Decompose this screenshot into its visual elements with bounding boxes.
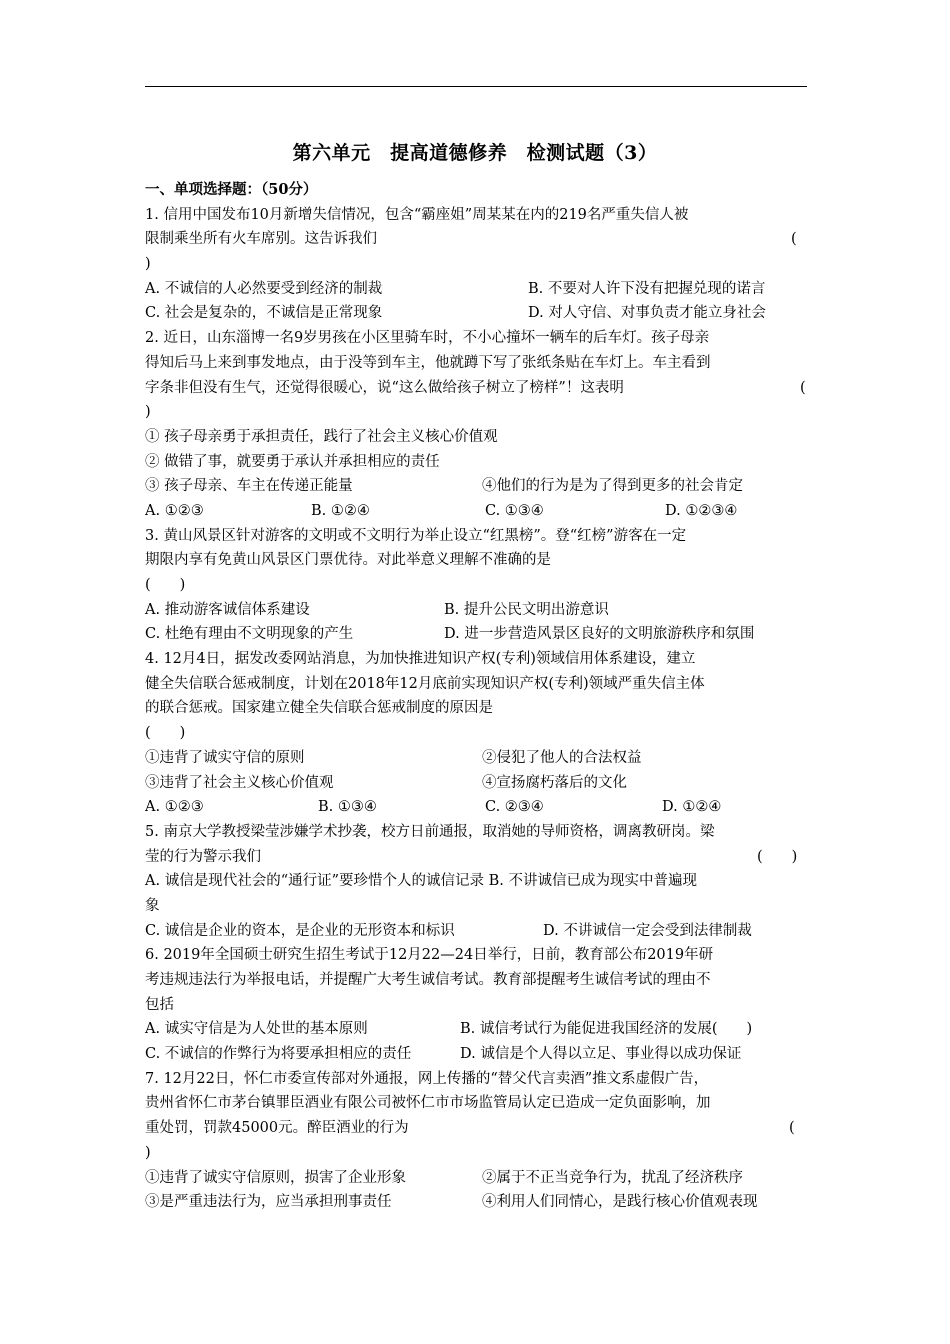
option-a: A. ①②③ bbox=[145, 502, 204, 519]
answer-paren-close: ) bbox=[145, 256, 151, 273]
options-row-cd bbox=[145, 301, 807, 326]
option-c: C. 不诚信的作弊行为将要承担相应的责任 bbox=[145, 1046, 412, 1063]
question-7-line-3 bbox=[145, 1116, 807, 1141]
question-1 bbox=[145, 203, 807, 326]
option-b: B. 提升公民文明出游意识 bbox=[444, 601, 609, 618]
options-row-cd bbox=[145, 1042, 807, 1067]
statement-2: ②侵犯了他人的合法权益 bbox=[482, 749, 642, 766]
question-7 bbox=[145, 1067, 807, 1215]
option-d: D. 不讲诚信一定会受到法律制裁 bbox=[543, 922, 752, 939]
question-2-line-1: 2. 近日，山东淄博一名9岁男孩在小区里骑车时，不小心撞坏一辆车的后车灯。孩子母亲 bbox=[145, 330, 710, 347]
option-a: A. ①②③ bbox=[145, 799, 204, 816]
answer-paren-open: ( bbox=[791, 231, 797, 248]
option-c: C. 杜绝有理由不文明现象的产生 bbox=[145, 626, 354, 643]
statements-row-34 bbox=[145, 1190, 807, 1215]
statement-1: ①违背了诚实守信原则，损害了企业形象 bbox=[145, 1169, 406, 1186]
statement-4: ④宣扬腐朽落后的文化 bbox=[482, 774, 627, 791]
options-ab-line-1: A. 诚信是现代社会的“通行证”要珍惜个人的诚信记录 B. 不讲诚信已成为现实中普遍现 bbox=[145, 873, 697, 890]
exam-content bbox=[145, 178, 807, 1215]
question-7-line-2: 贵州省怀仁市茅台镇罪臣酒业有限公司被怀仁市市场监管局认定已造成一定负面影响，加 bbox=[145, 1095, 711, 1112]
question-4 bbox=[145, 647, 807, 820]
options-row-cd bbox=[145, 919, 807, 944]
option-d: D. 诚信是个人得以立足、事业得以成功保证 bbox=[460, 1046, 742, 1063]
option-c: C. 社会是复杂的，不诚信是正常现象 bbox=[145, 305, 383, 322]
answer-paren: ( ) bbox=[145, 577, 186, 593]
question-6-line-1: 6. 2019年全国硕士研究生招生考试于12月22—24日举行，日前，教育部公布2019年研 bbox=[145, 947, 714, 964]
page-title: 第六单元 提高道德修养 检测试题（3） bbox=[292, 142, 658, 164]
question-4-line-3: 的联合惩戒。国家建立健全失信联合惩戒制度的原因是 bbox=[145, 700, 493, 717]
options-row bbox=[145, 795, 807, 820]
option-d: D. ①②④ bbox=[662, 799, 722, 816]
question-3 bbox=[145, 524, 807, 647]
options-row-ab bbox=[145, 598, 807, 623]
statements-row-12 bbox=[145, 746, 807, 771]
statement-1: ①违背了诚实守信的原则 bbox=[145, 749, 305, 766]
option-a: A. 不诚信的人必然要受到经济的制裁 bbox=[145, 280, 383, 297]
answer-paren: ( ) bbox=[757, 848, 798, 865]
options-row-ab bbox=[145, 277, 807, 302]
statements-row-12 bbox=[145, 1166, 807, 1191]
statements-row-34 bbox=[145, 771, 807, 796]
option-d: D. 进一步营造风景区良好的文明旅游秩序和氛围 bbox=[444, 626, 755, 643]
option-c: C. ②③④ bbox=[485, 799, 544, 816]
question-2 bbox=[145, 326, 807, 524]
options-row-cd bbox=[145, 622, 807, 647]
section-heading: 一、单项选择题：（50分） bbox=[145, 181, 318, 198]
answer-paren-close: ) bbox=[145, 404, 151, 421]
options-row bbox=[145, 499, 807, 524]
question-1-line-1: 1. 信用中国发布10月新增失信情况，包含“霸座姐”周某某在内的219名严重失信人被 bbox=[145, 206, 689, 223]
question-2-line-2: 得知后马上来到事发地点，由于没等到车主，他就蹲下写了张纸条贴在车灯上。车主看到 bbox=[145, 354, 711, 371]
statement-3: ③是严重违法行为，应当承担刑事责任 bbox=[145, 1194, 392, 1211]
question-3-line-1: 3. 黄山风景区针对游客的文明或不文明行为举止设立“红黑榜”。登“红榜”游客在一定 bbox=[145, 527, 687, 544]
question-6-line-3: 包括 bbox=[145, 996, 174, 1013]
question-6 bbox=[145, 943, 807, 1066]
option-b: B. ①③④ bbox=[318, 799, 377, 816]
question-1-stem-end: 限制乘坐所有火车席别。这告诉我们 bbox=[145, 231, 377, 248]
option-b: B. ①②④ bbox=[311, 502, 370, 519]
question-5-stem-end: 莹的行为警示我们 bbox=[145, 848, 261, 865]
statement-1: ① 孩子母亲勇于承担责任，践行了社会主义核心价值观 bbox=[145, 428, 498, 445]
option-b: B. 诚信考试行为能促进我国经济的发展( ) bbox=[460, 1021, 753, 1038]
statement-4: ④他们的行为是为了得到更多的社会肯定 bbox=[482, 478, 743, 495]
option-d: D. ①②③④ bbox=[665, 502, 738, 519]
question-3-line-2: 期限内享有免黄山风景区门票优待。对此举意义理解不准确的是 bbox=[145, 552, 551, 569]
statement-4: ④利用人们同情心，是践行核心价值观表现 bbox=[482, 1194, 758, 1211]
question-2-stem-end: 字条非但没有生气，还觉得很暖心，说“这么做给孩子树立了榜样”！这表明 bbox=[145, 379, 624, 396]
question-5 bbox=[145, 820, 807, 943]
answer-paren-close: ) bbox=[145, 1144, 151, 1161]
statement-2: ② 做错了事，就要勇于承认并承担相应的责任 bbox=[145, 453, 440, 470]
question-4-line-1: 4. 12月4日，据发改委网站消息，为加快推进知识产权(专利)领域信用体系建设，建立 bbox=[145, 651, 696, 668]
question-7-stem-end: 重处罚，罚款45000元。醉臣酒业的行为 bbox=[145, 1120, 409, 1137]
option-c: C. 诚信是企业的资本，是企业的无形资本和标识 bbox=[145, 922, 455, 939]
option-d: D. 对人守信、对事负责才能立身社会 bbox=[528, 305, 766, 322]
question-6-line-2: 考违规违法行为举报电话，并提醒广大考生诚信考试。教育部提醒考生诚信考试的理由不 bbox=[145, 972, 711, 988]
question-7-line-1: 7. 12月22日，怀仁市委宣传部对外通报，网上传播的“替父代言卖酒”推文系虚假广告， bbox=[145, 1070, 709, 1087]
statements-row-34 bbox=[145, 474, 807, 499]
answer-paren-open: ( bbox=[800, 379, 806, 396]
question-4-line-2: 健全失信联合惩戒制度，计划在2018年12月底前实现知识产权(专利)领域严重失信主体 bbox=[145, 675, 705, 692]
option-a: A. 诚实守信是为人处世的基本原则 bbox=[145, 1021, 368, 1038]
option-b: B. 不要对人许下没有把握兑现的诺言 bbox=[528, 280, 766, 297]
answer-paren: ( ) bbox=[145, 725, 186, 742]
statement-2: ②属于不正当竞争行为，扰乱了经济秩序 bbox=[482, 1169, 743, 1186]
answer-paren-open: ( bbox=[789, 1120, 795, 1137]
statement-3: ③违背了社会主义核心价值观 bbox=[145, 774, 334, 791]
option-a: A. 推动游客诚信体系建设 bbox=[145, 601, 310, 618]
option-c: C. ①③④ bbox=[485, 502, 544, 519]
options-row-ab bbox=[145, 1017, 807, 1042]
question-5-line-1: 5. 南京大学教授梁莹涉嫌学术抄袭，校方日前通报，取消她的导师资格，调离教研岗。梁 bbox=[145, 823, 715, 840]
statement-3: ③ 孩子母亲、车主在传递正能量 bbox=[145, 478, 353, 495]
header-rule bbox=[145, 86, 807, 87]
options-ab-line-2: 象 bbox=[145, 897, 160, 914]
question-5-line-2 bbox=[145, 845, 807, 870]
question-2-line-3 bbox=[145, 376, 807, 401]
question-1-line-2 bbox=[145, 227, 807, 252]
